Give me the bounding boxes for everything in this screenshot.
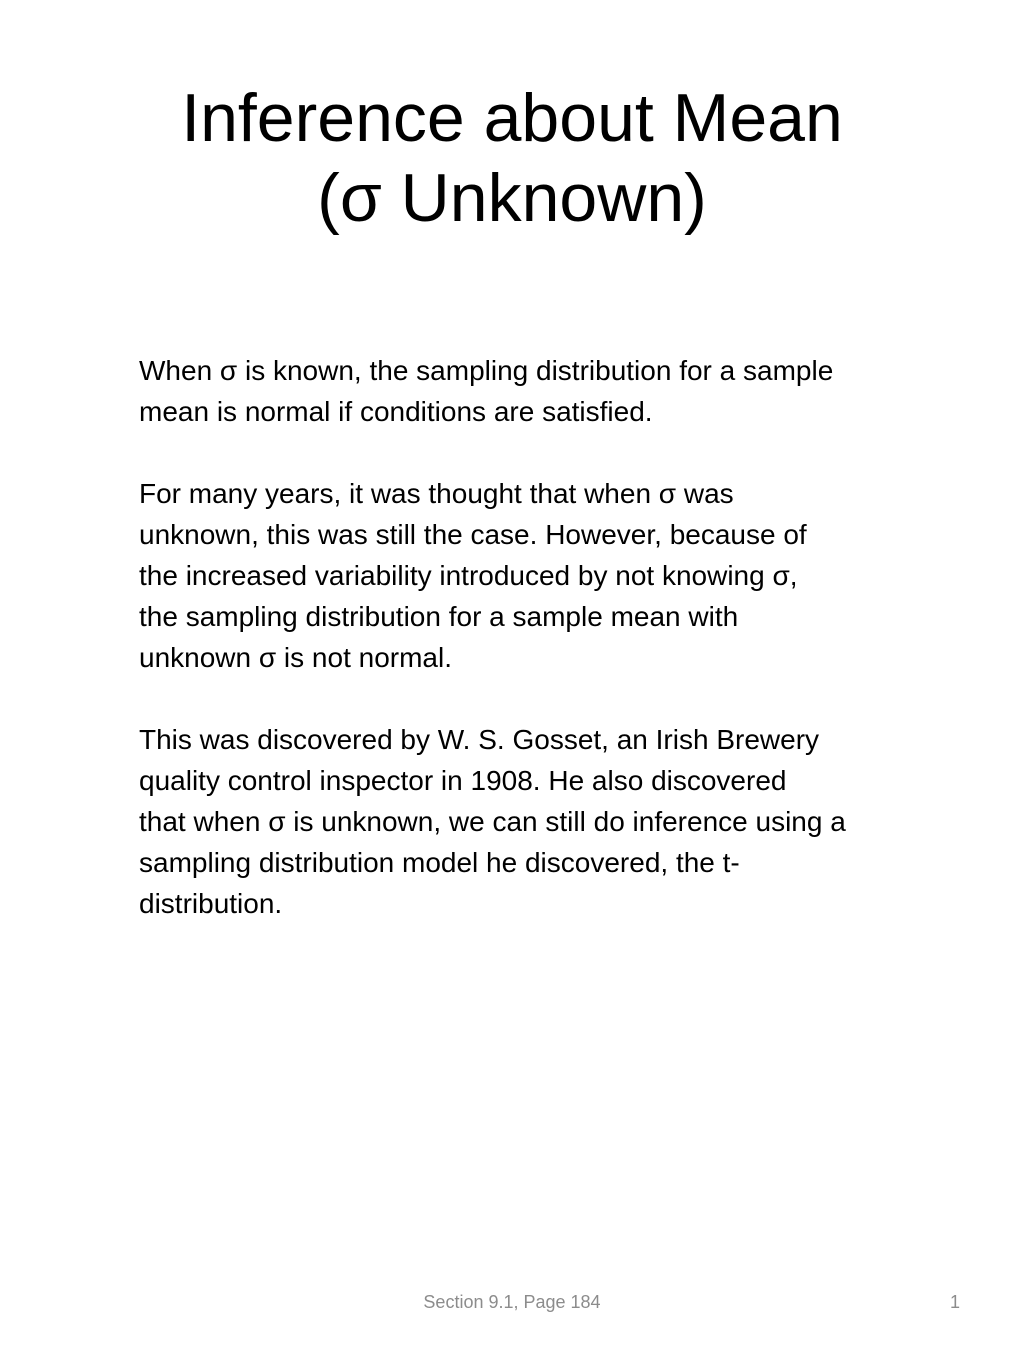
slide-body bbox=[139, 350, 969, 965]
text-line: distribution. bbox=[139, 888, 283, 919]
text-line: For many years, it was thought that when σ was bbox=[139, 478, 734, 509]
paragraph-unknown-sigma bbox=[139, 473, 969, 678]
slide-title-line-2: (σ Unknown) bbox=[317, 160, 707, 236]
footer-section-reference: Section 9.1, Page 184 bbox=[423, 1292, 601, 1312]
page-number: 1 bbox=[949, 1292, 960, 1312]
paragraph-known-sigma bbox=[139, 350, 969, 432]
text-line: quality control inspector in 1908. He also discovered bbox=[139, 765, 787, 796]
text-line: mean is normal if conditions are satisfied. bbox=[139, 396, 653, 427]
text-line: the sampling distribution for a sample mean with bbox=[139, 601, 739, 632]
slide-title bbox=[60, 78, 964, 238]
text-line: the increased variability introduced by not knowing σ, bbox=[139, 560, 798, 591]
text-line: that when σ is unknown, we can still do inference using a bbox=[139, 806, 846, 837]
text-line: When σ is known, the sampling distribution for a sample bbox=[139, 355, 834, 386]
text-line: sampling distribution model he discovered, the t- bbox=[139, 847, 740, 878]
slide-title-line-1: Inference about Mean bbox=[181, 80, 843, 156]
text-line: unknown σ is not normal. bbox=[139, 642, 452, 673]
text-line: unknown, this was still the case. However, because of bbox=[139, 519, 807, 550]
text-line: This was discovered by W. S. Gosset, an Irish Brewery bbox=[139, 724, 820, 755]
paragraph-gosset bbox=[139, 719, 969, 924]
